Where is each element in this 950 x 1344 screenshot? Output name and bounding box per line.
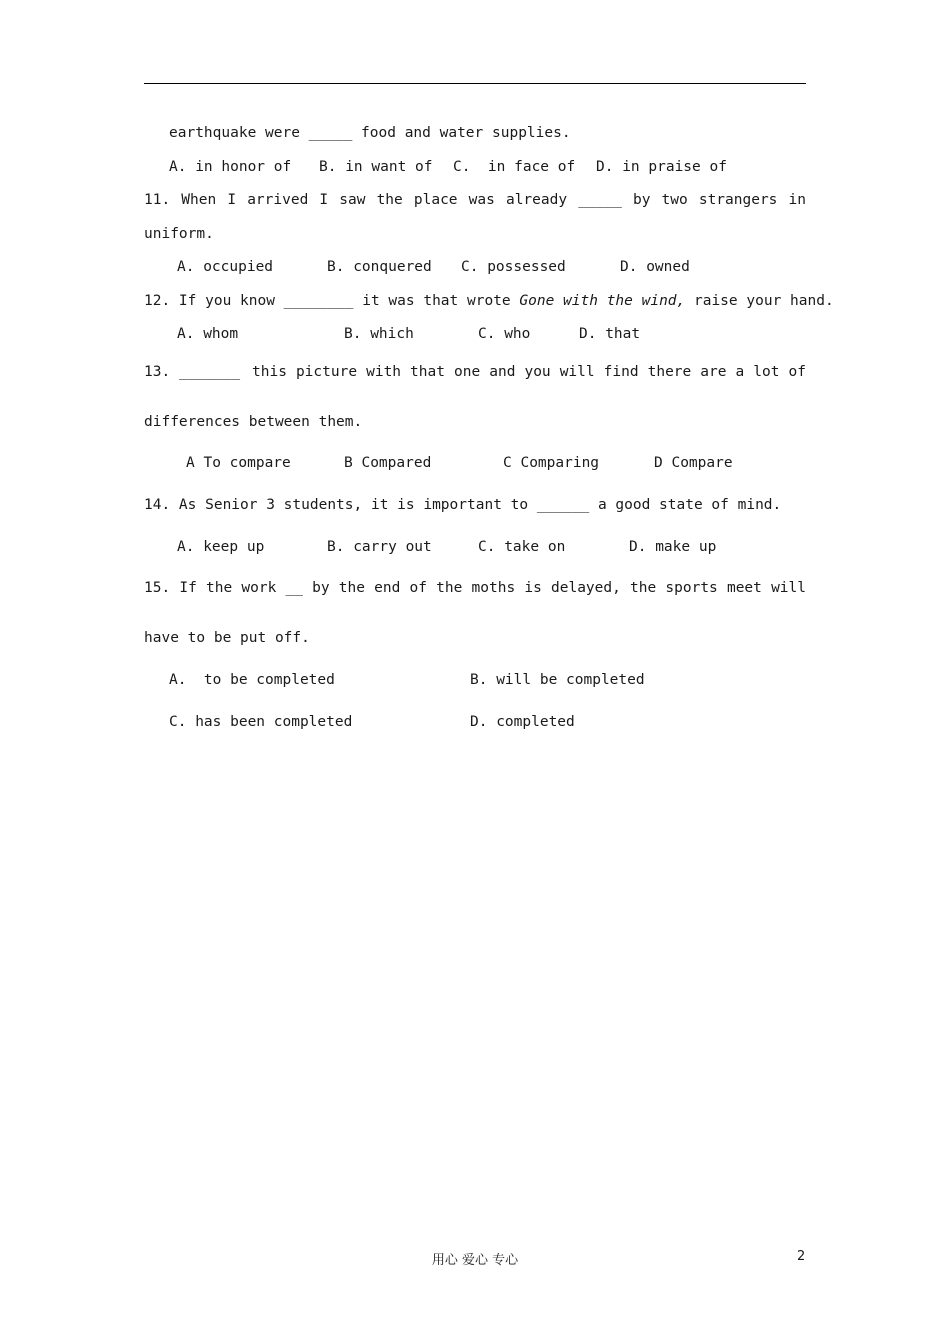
footer-motto: 用心 爱心 专心 <box>431 1253 519 1268</box>
q13-number: 13. <box>144 364 171 380</box>
q15-stem-line1: 15. If the work __ by the end of the moths is delayed, the sports meet will <box>144 580 806 596</box>
q10-option-b: B. in want of <box>319 159 433 175</box>
q13-option-d: D Compare <box>654 455 733 471</box>
q13-stem-line1: this picture with that one and you will find there are a lot of <box>252 364 806 380</box>
q14-option-a: A. keep up <box>177 539 265 555</box>
q14-option-b: B. carry out <box>327 539 432 555</box>
q11-option-b: B. conquered <box>327 259 432 275</box>
q15-option-b: B. will be completed <box>470 672 645 688</box>
q14-stem: 14. As Senior 3 students, it is important to ______ a good state of mind. <box>144 497 782 513</box>
q14-option-d: D. make up <box>629 539 717 555</box>
q10-option-c: C. in face of <box>453 159 576 175</box>
q13-stem-line2: differences between them. <box>144 414 363 430</box>
q15-stem-line2: have to be put off. <box>144 630 310 646</box>
q12-stem <box>144 292 834 310</box>
q12-option-d: D. that <box>579 326 641 342</box>
q15-option-c: C. has been completed <box>169 714 353 730</box>
q10-option-d: D. in praise of <box>596 159 727 175</box>
q11-option-d: D. owned <box>620 259 690 275</box>
q12-option-c: C. who <box>478 326 531 342</box>
q13-blank: _______ <box>179 364 241 380</box>
q15-option-d: D. completed <box>470 714 575 730</box>
q14-option-c: C. take on <box>478 539 566 555</box>
q15-option-a: A. to be completed <box>169 672 335 688</box>
q11-stem-line2: uniform. <box>144 226 214 242</box>
q10-option-a: A. in honor of <box>169 159 292 175</box>
q10-continuation: earthquake were _____ food and water supplies. <box>169 125 571 141</box>
q12-stem-title: Gone with the wind, <box>519 293 686 309</box>
q12-stem-after: raise your hand. <box>685 293 834 309</box>
q12-option-b: B. which <box>344 326 414 342</box>
q13-option-b: B Compared <box>344 455 432 471</box>
header-rule <box>144 83 806 84</box>
q11-option-c: C. possessed <box>461 259 566 275</box>
q11-option-a: A. occupied <box>177 259 274 275</box>
page-number: 2 <box>797 1249 806 1264</box>
q12-stem-before: 12. If you know ________ it was that wrote <box>144 293 520 309</box>
q13-option-c: C Comparing <box>503 455 600 471</box>
q13-option-a: A To compare <box>186 455 291 471</box>
q11-stem-line1: 11. When I arrived I saw the place was already _____ by two strangers in <box>144 192 806 208</box>
q12-option-a: A. whom <box>177 326 239 342</box>
